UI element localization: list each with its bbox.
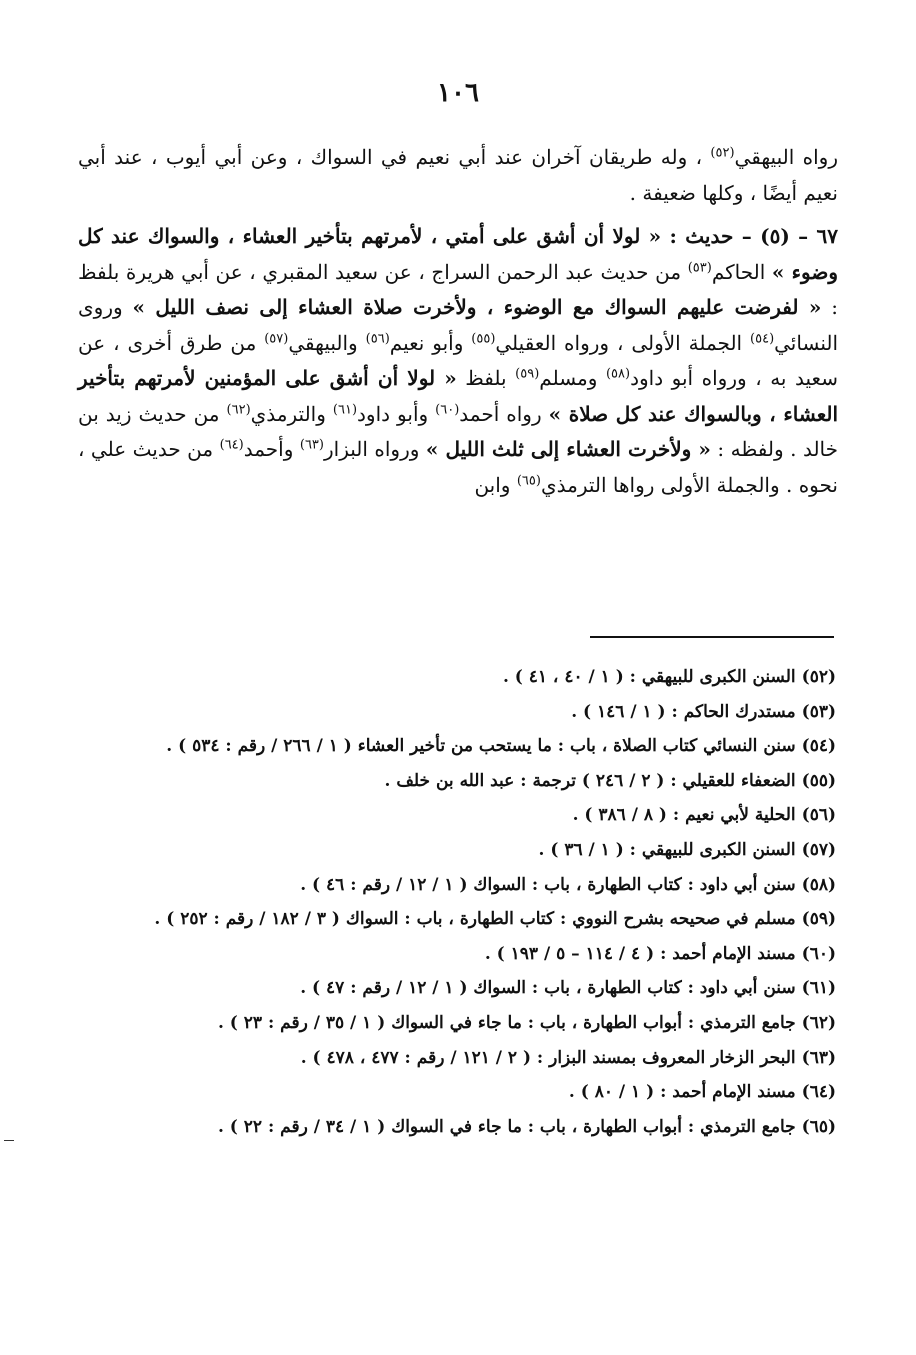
text-run: ورواه البزار bbox=[323, 437, 426, 461]
footnote bbox=[78, 1110, 836, 1145]
footnote-number: (٦٤) bbox=[801, 1082, 836, 1103]
text-run: من حديث علي ، نحوه . والجملة الأولى رواها الترمذي bbox=[78, 437, 838, 497]
text-run: وابن bbox=[474, 472, 517, 497]
text-run: من حديث زيد بن خالد . ولفظه : bbox=[78, 401, 838, 461]
text-run: بلفظ bbox=[456, 366, 516, 390]
text-run: والبيهقي bbox=[288, 330, 366, 355]
hadith-text: « لولا أن أشق على المؤمنين لأمرتهم بتأخير العشاء ، وبالسواك عند كل صلاة » bbox=[78, 366, 839, 426]
text-run: الجملة الأولى ، ورواه العقيلي bbox=[495, 330, 751, 355]
footnote-number: (٦١) bbox=[801, 978, 836, 999]
footnote-text: جامع الترمذي : أبواب الطهارة ، باب : ما جاء في السواك ( ١ / ٣٥ / رقم : ٢٣ ) . bbox=[217, 1012, 796, 1033]
page-number: ١٠٦ bbox=[437, 78, 479, 108]
footnote-number: (٥٣) bbox=[801, 701, 836, 722]
main-text bbox=[78, 140, 838, 503]
text-run: والترمذي bbox=[250, 401, 333, 426]
footnote bbox=[78, 660, 836, 695]
footnote-number: (٦٠) bbox=[801, 943, 836, 964]
hadith-text: « ولأخرت العشاء إلى ثلث الليل » bbox=[425, 437, 711, 461]
footnote bbox=[78, 798, 836, 833]
text-run: من طرق أخرى ، عن سعيد به ، ورواه أبو داود bbox=[78, 330, 838, 390]
footnote-number: (٥٢) bbox=[801, 667, 836, 687]
text-run: الحاكم bbox=[711, 259, 772, 284]
text-run: وأبو داود bbox=[357, 401, 436, 426]
footnote-text: مسند الإمام أحمد : ( ٤ / ١١٤ – ٥ / ١٩٣ ) . bbox=[484, 943, 796, 964]
footnote-text: مستدرك الحاكم : ( ١ / ١٤٦ ) . bbox=[571, 701, 796, 722]
footnote-ref[interactable]: (٦٥) bbox=[516, 472, 541, 488]
hadith-text: ٦٧ – (٥) – حديث : « لولا أن أشق على أمتي ، لأمرتهم بتأخير العشاء ، والسواك عند كل وضوء » bbox=[78, 224, 838, 284]
text-run: رواه البيهقي bbox=[734, 145, 838, 169]
text-run: ومسلم bbox=[539, 366, 606, 390]
footnote bbox=[78, 729, 836, 764]
footnote bbox=[78, 1075, 836, 1110]
footnote-text: البحر الزخار المعروف بمسند البزار : ( ٢ / ١٢١ / رقم : ٤٧٧ ، ٤٧٨ ) . bbox=[300, 1047, 796, 1068]
footnote-number: (٦٥) bbox=[801, 1116, 836, 1137]
text-run: وأحمد bbox=[243, 437, 300, 461]
footnote-number: (٥٩) bbox=[801, 909, 836, 930]
footnote-number: (٥٨) bbox=[801, 874, 836, 895]
text-run: رواه أحمد bbox=[459, 401, 549, 426]
footnote-ref[interactable]: (٦٠) bbox=[435, 401, 460, 417]
footnote bbox=[78, 902, 836, 937]
footnote bbox=[78, 868, 836, 903]
footnote-ref[interactable]: (٥٧) bbox=[264, 330, 289, 346]
footnote-text: مسلم في صحيحه بشرح النووي : كتاب الطهارة ، باب : السواك ( ٣ / ١٨٢ / رقم : ٢٥٢ ) . bbox=[154, 909, 796, 930]
footnote bbox=[78, 937, 836, 972]
footnote-number: (٦٢) bbox=[801, 1012, 836, 1033]
footnote-number: (٥٥) bbox=[801, 770, 836, 791]
footnote-text: سنن النسائي كتاب الصلاة ، باب : ما يستحب من تأخير العشاء ( ١ / ٢٦٦ / رقم : ٥٣٤ ) . bbox=[166, 736, 796, 757]
footnote bbox=[78, 764, 836, 799]
footnote-ref[interactable]: (٥٢) bbox=[710, 145, 735, 161]
footnote-ref[interactable]: (٦٣) bbox=[299, 437, 324, 453]
footnote-text: سنن أبي داود : كتاب الطهارة ، باب : السواك ( ١ / ١٢ / رقم : ٤٧ ) . bbox=[300, 978, 796, 999]
footnote-ref[interactable]: (٦٢) bbox=[226, 401, 251, 417]
footnote-ref[interactable]: (٥٤) bbox=[750, 330, 775, 346]
footnote-text: جامع الترمذي : أبواب الطهارة ، باب : ما جاء في السواك ( ١ / ٣٤ / رقم : ٢٢ ) . bbox=[217, 1116, 796, 1137]
footnotes bbox=[78, 660, 836, 1144]
hadith-text: « لفرضت عليهم السواك مع الوضوء ، ولأخرت صلاة العشاء إلى نصف الليل » bbox=[132, 295, 822, 319]
footnote-text: مسند الإمام أحمد : ( ١ / ٨٠ ) . bbox=[568, 1082, 796, 1103]
footnote-number: (٥٧) bbox=[801, 839, 836, 860]
footnote-ref[interactable]: (٥٩) bbox=[515, 366, 540, 382]
footnote-text: السنن الكبرى للبيهقي : ( ١ / ٤٠ ، ٤١ ) . bbox=[502, 667, 796, 687]
footnote-text: الحلية لأبي نعيم : ( ٨ / ٣٨٦ ) . bbox=[572, 805, 796, 826]
footnote-number: (٥٦) bbox=[801, 805, 836, 826]
footnote-ref[interactable]: (٥٨) bbox=[605, 366, 631, 382]
text-run: وأبو نعيم bbox=[389, 330, 472, 355]
footnote-text: سنن أبي داود : كتاب الطهارة ، باب : السواك ( ١ / ١٢ / رقم : ٤٦ ) . bbox=[300, 874, 796, 895]
footnote-ref[interactable]: (٦١) bbox=[332, 401, 358, 417]
footnote-number: (٦٣) bbox=[801, 1047, 836, 1068]
footnote bbox=[78, 833, 836, 868]
footnote bbox=[78, 1006, 836, 1041]
text-run: وروى النسائي bbox=[78, 295, 838, 355]
footnote-text: الضعفاء للعقيلي : ( ٢ / ٢٤٦ ) ترجمة : عبد الله بن خلف . bbox=[384, 770, 796, 791]
footnote bbox=[78, 1041, 836, 1076]
text-run: من حديث عبد الرحمن السراج ، عن سعيد المقبري ، عن أبي هريرة بلفظ : bbox=[78, 259, 838, 319]
margin-mark bbox=[4, 1140, 14, 1141]
paragraph-1 bbox=[78, 140, 838, 211]
footnote bbox=[78, 971, 836, 1006]
footnote-separator bbox=[590, 636, 834, 638]
footnote-text: السنن الكبرى للبيهقي : ( ١ / ٣٦ ) . bbox=[538, 839, 796, 860]
footnote-ref[interactable]: (٥٦) bbox=[365, 330, 390, 346]
footnote-number: (٥٤) bbox=[801, 736, 836, 757]
footnote-ref[interactable]: (٥٣) bbox=[687, 259, 712, 275]
text-run: ، وله طريقان آخران عند أبي نعيم في السواك ، وعن أبي أيوب ، عند أبي نعيم أيضًا ، وكلها ضعيفة . bbox=[78, 145, 838, 205]
paragraph-2-hadith-67 bbox=[78, 219, 838, 503]
footnote-ref[interactable]: (٥٥) bbox=[471, 330, 496, 346]
footnote-ref[interactable]: (٦٤) bbox=[219, 437, 244, 453]
footnote bbox=[78, 695, 836, 730]
